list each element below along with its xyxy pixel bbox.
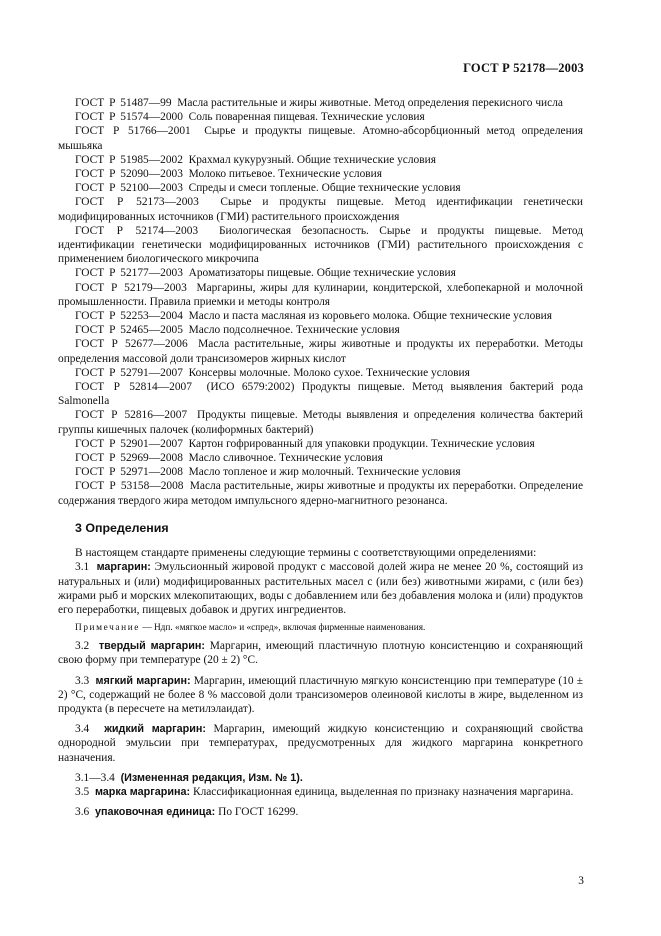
reference-item bbox=[58, 224, 583, 267]
reference-code: ГОСТ Р 51487—99 bbox=[75, 97, 172, 109]
definition-3-3 bbox=[58, 674, 583, 717]
definition-term: твердый маргарин: bbox=[98, 640, 205, 653]
reference-code: ГОСТ Р 52971—2008 bbox=[75, 466, 183, 479]
reference-item bbox=[58, 323, 583, 337]
reference-code: ГОСТ Р 52791—2007 bbox=[75, 366, 183, 379]
page-number: 3 bbox=[578, 875, 584, 887]
reference-title: Молоко питьевое. Технические условия bbox=[188, 168, 382, 181]
reference-title: Крахмал кукурузный. Общие технические условия bbox=[188, 153, 436, 166]
document-code-header: ГОСТ Р 52178—2003 bbox=[463, 61, 584, 75]
reference-code: ГОСТ Р 51766—2001 bbox=[75, 125, 191, 138]
reference-item bbox=[58, 110, 583, 124]
reference-title: Масло сливочное. Технические условия bbox=[188, 452, 383, 465]
definition-3-6 bbox=[58, 805, 583, 819]
definition-term: маргарин: bbox=[96, 561, 151, 574]
definition-term: жидкий маргарин: bbox=[104, 723, 206, 736]
amendment-note bbox=[58, 771, 583, 785]
definition-text: Классификационная единица, выделенная по признаку назначения маргарина. bbox=[192, 785, 574, 798]
reference-item bbox=[58, 408, 583, 436]
definition-number: 3.1 bbox=[75, 561, 90, 574]
reference-title: Спреды и смеси топленые. Общие технические условия bbox=[188, 182, 461, 195]
reference-item bbox=[58, 380, 583, 408]
reference-item bbox=[58, 465, 583, 479]
reference-code: ГОСТ Р 52253—2004 bbox=[75, 310, 183, 323]
reference-title: Биологическая безопасность. Сырье и продукты пищевые. Метод идентификации генетически модифицированных источников (ГМИ) растительного происхождения с применением биологического микрочипа bbox=[58, 224, 583, 266]
section-title: 3 Определения bbox=[75, 520, 169, 535]
definition-text: Маргарин, имеющий пластичную плотную консистенцию и сохраняющий свою форму при температуре (20 ± 2) °С. bbox=[58, 640, 583, 667]
reference-code: ГОСТ Р 51574—2000 bbox=[75, 111, 183, 124]
reference-item bbox=[58, 479, 583, 507]
reference-title: Консервы молочные. Молоко сухое. Технические условия bbox=[188, 366, 470, 379]
document-body bbox=[58, 96, 583, 819]
amendment-number: 3.1—3.4 bbox=[75, 771, 115, 784]
reference-title: Маргарины, жиры для кулинарии, кондитерской, хлебопекарной и молочной промышленности. Правила приемки и методы контроля bbox=[58, 281, 584, 308]
reference-item bbox=[58, 309, 583, 323]
reference-item bbox=[58, 451, 583, 465]
amendment-text: (Измененная редакция, Изм. № 1). bbox=[120, 771, 303, 784]
definition-number: 3.5 bbox=[75, 785, 90, 798]
reference-item bbox=[58, 366, 583, 380]
reference-title: (ИСО 6579:2002) Продукты пищевые. Метод выявления бактерий рода Salmonella bbox=[58, 381, 583, 408]
definition-3-5 bbox=[58, 785, 583, 799]
reference-code: ГОСТ Р 53158—2008 bbox=[75, 480, 184, 493]
reference-title: Масло топленое и жир молочный. Технические условия bbox=[188, 466, 461, 479]
definition-number: 3.4 bbox=[75, 723, 90, 736]
reference-code: ГОСТ Р 52901—2007 bbox=[75, 437, 183, 450]
reference-code: ГОСТ Р 52177—2003 bbox=[75, 267, 183, 280]
reference-item bbox=[58, 167, 583, 181]
reference-item bbox=[58, 153, 583, 167]
definition-3-2 bbox=[58, 639, 583, 667]
reference-code: ГОСТ Р 51985—2002 bbox=[75, 153, 183, 166]
definition-text: Эмульсионный жировой продукт с массовой долей жира не менее 20 %, состоящий из натуральных и (или) модифицированных растительных масел с (или без) животными жирами, с (или без) жирами рыб и морских млекопитающих, воды с добавлением или без добавления молока и (или) продуктов его переработки, пищевых добавок и других ингредиентов. bbox=[58, 561, 583, 616]
reference-title: Сырье и продукты пищевые. Метод идентификации генетически модифицированных источников (ГМИ) растительного происхождения bbox=[58, 196, 584, 223]
reference-code: ГОСТ Р 52090—2003 bbox=[75, 168, 183, 181]
reference-code: ГОСТ Р 52100—2003 bbox=[75, 182, 183, 195]
reference-title: Масла растительные и жиры животные. Метод определения перекисного числа bbox=[177, 97, 563, 109]
reference-code: ГОСТ Р 52969—2008 bbox=[75, 452, 183, 465]
definition-number: 3.3 bbox=[75, 674, 90, 687]
note bbox=[58, 622, 583, 634]
reference-title: Продукты пищевые. Методы выявления и определения количества бактерий группы кишечных палочек (колиформных бактерий) bbox=[58, 409, 583, 436]
definition-term: марка маргарина: bbox=[94, 785, 191, 798]
reference-title: Масло подсолнечное. Технические условия bbox=[188, 324, 400, 337]
definition-text: По ГОСТ 16299. bbox=[218, 806, 299, 819]
reference-code: ГОСТ Р 52677—2006 bbox=[75, 338, 188, 351]
definition-term: мягкий маргарин: bbox=[95, 674, 191, 687]
reference-title: Картон гофрированный для упаковки продукции. Технические условия bbox=[188, 437, 535, 450]
reference-item bbox=[58, 437, 583, 451]
reference-title: Масло и паста масляная из коровьего молока. Общие технические условия bbox=[188, 310, 553, 323]
reference-item bbox=[58, 96, 583, 110]
reference-item bbox=[58, 281, 583, 309]
reference-item bbox=[58, 195, 583, 223]
reference-code: ГОСТ Р 52465—2005 bbox=[75, 324, 183, 337]
reference-title: Масла растительные, жиры животные и продукты их переработки. Методы определения массовой доли трансизомеров жирных кислот bbox=[58, 338, 583, 365]
reference-item bbox=[58, 181, 583, 195]
reference-title: Ароматизаторы пищевые. Общие технические условия bbox=[188, 267, 456, 280]
definition-3-4 bbox=[58, 722, 583, 765]
reference-code: ГОСТ Р 52173—2003 bbox=[75, 196, 199, 209]
reference-title: Сырье и продукты пищевые. Атомно-абсорбционный метод определения мышьяка bbox=[58, 125, 584, 152]
definition-term: упаковочная единица: bbox=[94, 806, 216, 819]
reference-code: ГОСТ Р 52816—2007 bbox=[75, 409, 188, 422]
definition-text: Маргарин, имеющий пластичную мягкую консистенцию при температуре (10 ± 2) °С, содержащий не более 8 % массовой доли трансизомеров олеиновой кислоты в жире, выделенном из продукта (в пересчете на метилэлаидат). bbox=[58, 674, 584, 715]
reference-code: ГОСТ Р 52174—2003 bbox=[75, 224, 199, 237]
note-label: Примечание bbox=[75, 623, 140, 634]
reference-item bbox=[58, 337, 583, 365]
definition-3-1 bbox=[58, 560, 583, 617]
reference-code: ГОСТ Р 52814—2007 bbox=[75, 381, 192, 394]
note-text: — Ндп. «мягкое масло» и «спред», включая фирменные наименования. bbox=[140, 623, 426, 634]
definition-text: Маргарин, имеющий жидкую консистенцию и сохраняющий свойства однородной эмульсии при температурах, предусмотренных для жидкого маргарина конкретного назначения. bbox=[58, 723, 583, 764]
definition-number: 3.2 bbox=[75, 640, 90, 653]
normative-references-list bbox=[58, 96, 583, 508]
section-intro: В настоящем стандарте применены следующие термины с соответствующими определениями: bbox=[75, 547, 537, 560]
reference-title: Соль поваренная пищевая. Технические условия bbox=[188, 111, 425, 124]
reference-item bbox=[58, 124, 583, 152]
reference-code: ГОСТ Р 52179—2003 bbox=[75, 281, 187, 294]
definition-number: 3.6 bbox=[75, 806, 90, 819]
reference-title: Масла растительные, жиры животные и продукты их переработки. Определение содержания твердого жира методом импульсного ядерно-магнитного резонанса. bbox=[58, 480, 583, 507]
reference-item bbox=[58, 266, 583, 280]
